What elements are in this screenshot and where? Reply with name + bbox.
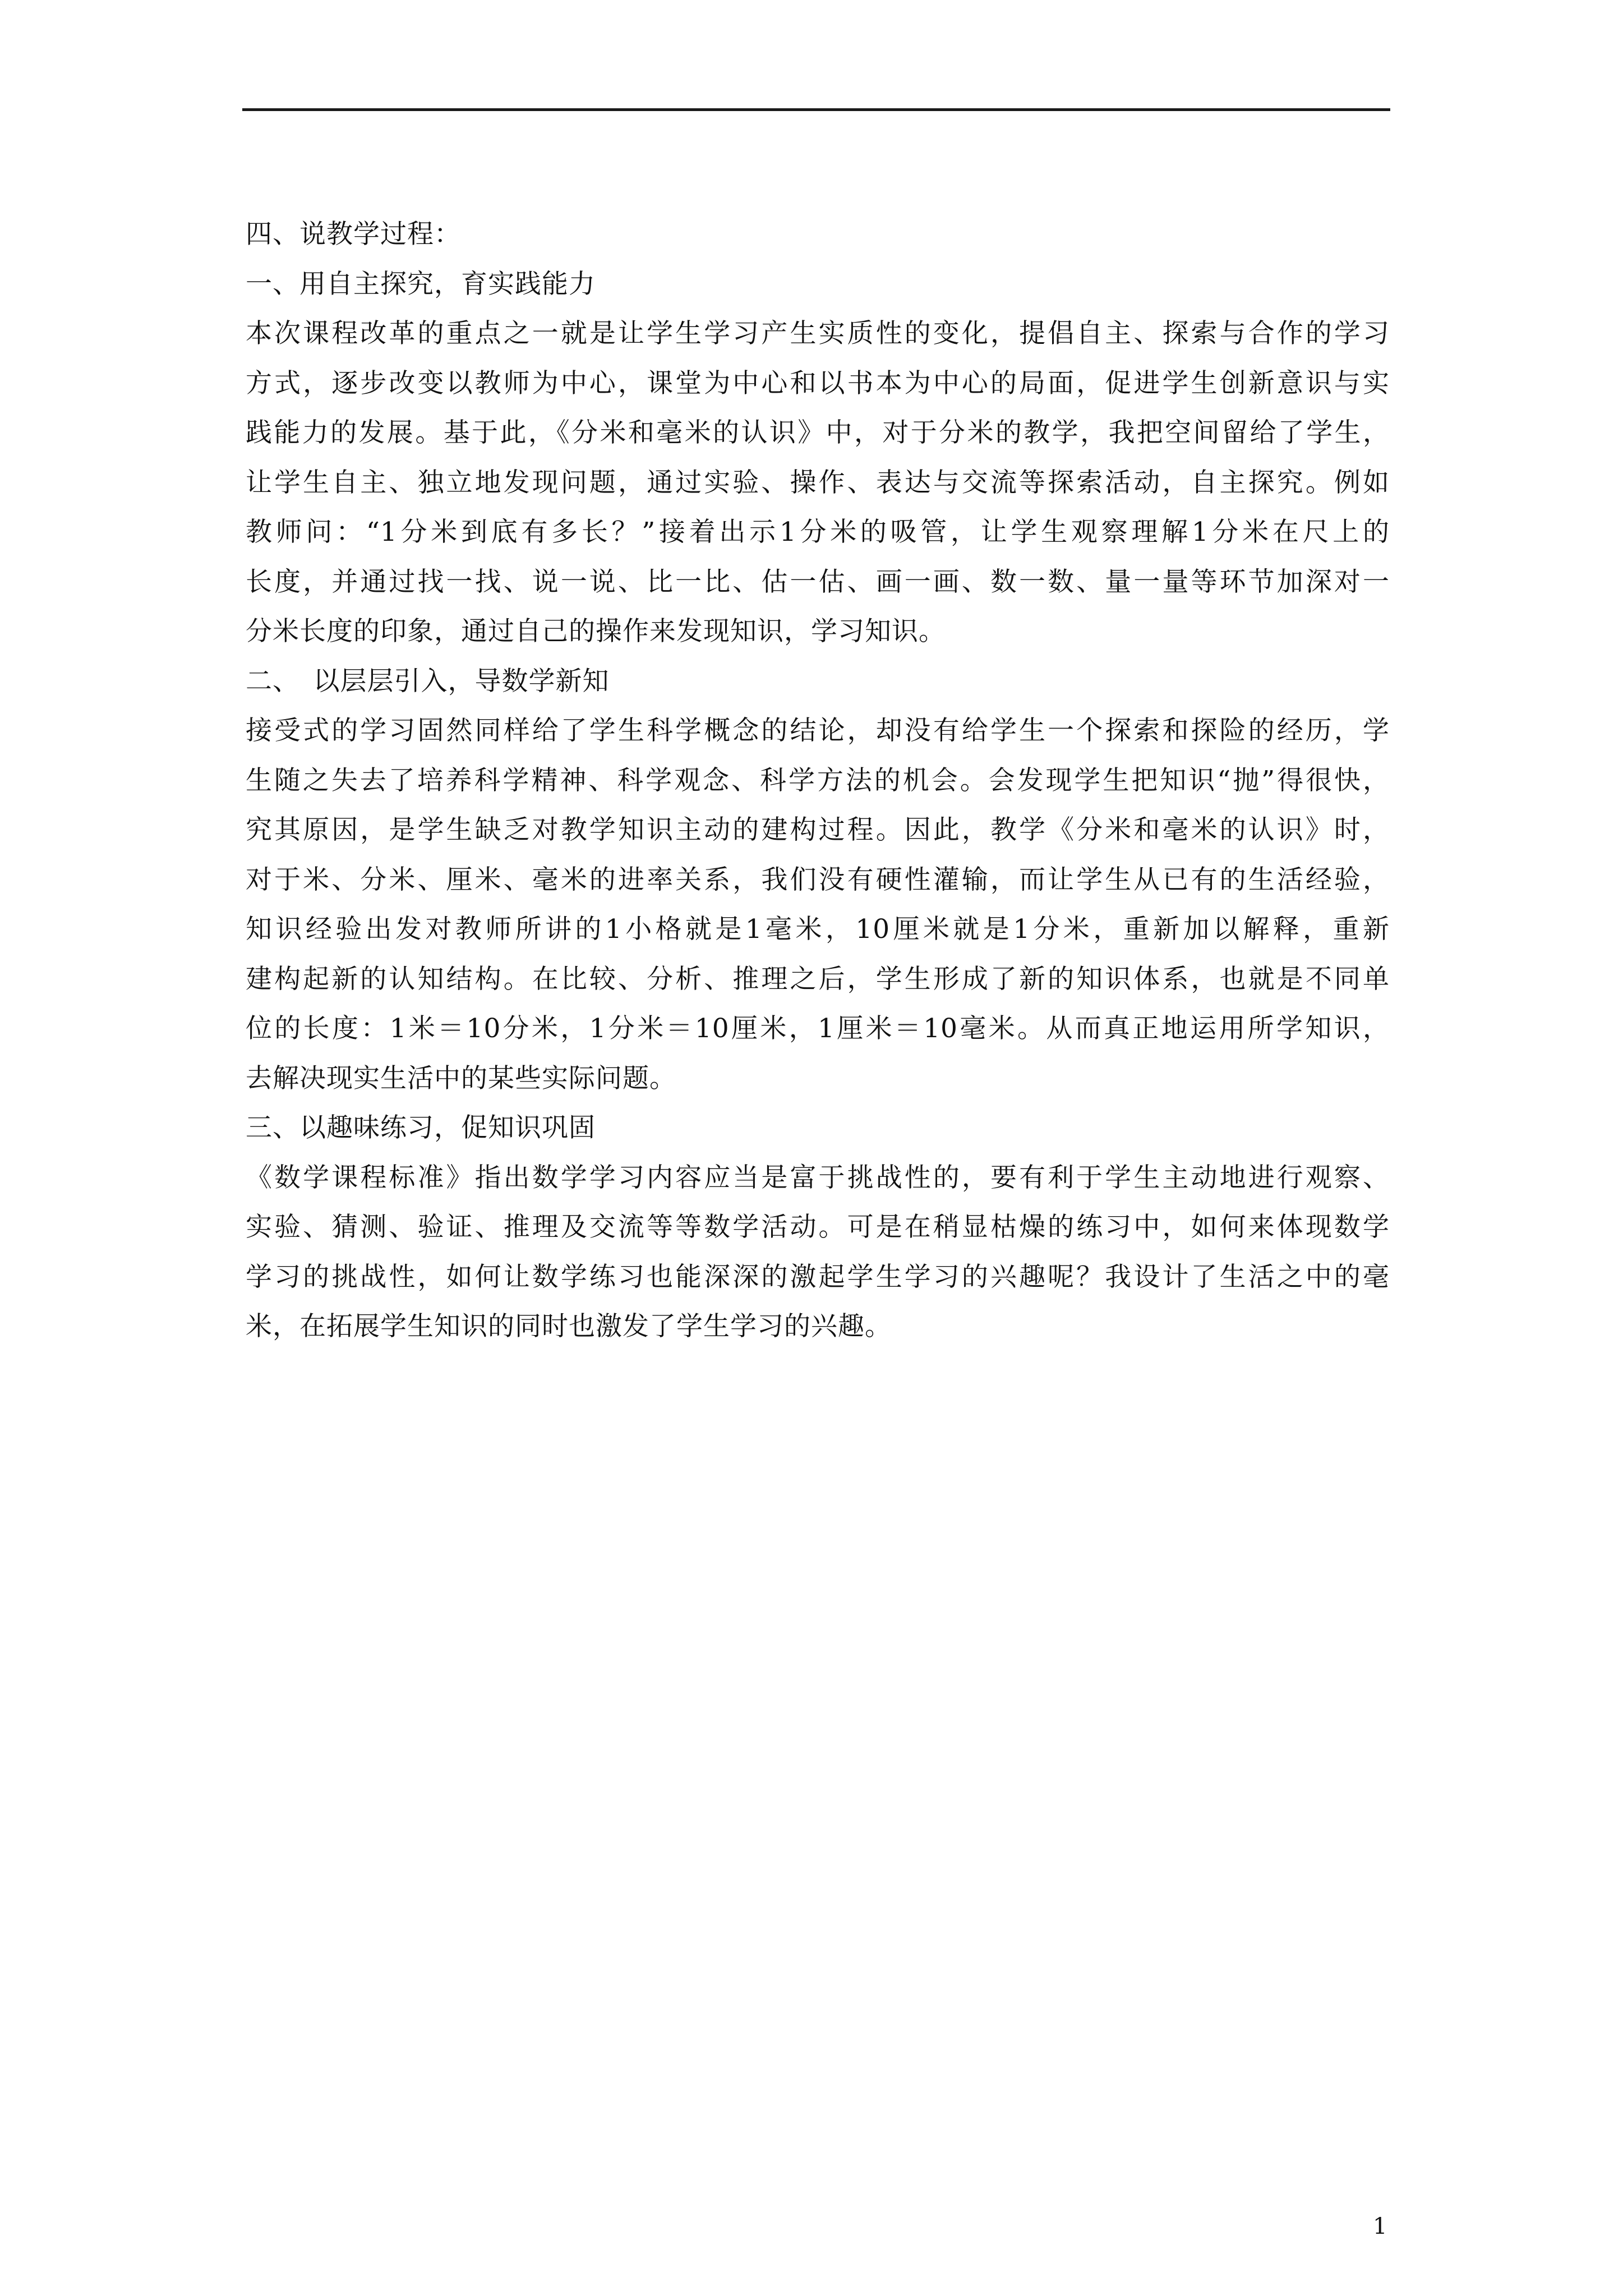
- paragraph-line: 位的长度：1米＝10分米，1分米＝10厘米，1厘米＝10毫米。从而真正地运用所学知识，: [246, 1013, 1390, 1044]
- paragraph-line: 去解决现实生活中的某些实际问题。: [246, 1062, 676, 1094]
- paragraph-line: 《数学课程标准》指出数学学习内容应当是富于挑战性的，要有利于学生主动地进行观察、: [246, 1162, 1390, 1193]
- paragraph-line: 践能力的发展。基于此，《分米和毫米的认识》中，对于分米的教学，我把空间留给了学生，: [246, 417, 1390, 448]
- paragraph-line: 接受式的学习固然同样给了学生科学概念的结论，却没有给学生一个探索和探险的经历，学: [246, 715, 1390, 746]
- section-heading: 四、说教学过程：: [246, 219, 461, 250]
- paragraph-line: 米，在拓展学生知识的同时也激发了学生学习的兴趣。: [246, 1311, 892, 1342]
- paragraph-line: 学习的挑战性，如何让数学练习也能深深的激起学生学习的兴趣呢？我设计了生活之中的毫: [246, 1261, 1390, 1292]
- header-rule: [242, 108, 1390, 111]
- subsection-heading-2: 二、 以层层引入，导数学新知: [246, 665, 610, 697]
- paragraph-line: 实验、猜测、验证、推理及交流等等数学活动。可是在稍显枯燥的练习中，如何来体现数学: [246, 1212, 1390, 1243]
- paragraph-line: 方式，逐步改变以教师为中心，课堂为中心和以书本为中心的局面，促进学生创新意识与实: [246, 367, 1390, 399]
- paragraph-line: 分米长度的印象，通过自己的操作来发现知识，学习知识。: [246, 616, 946, 647]
- paragraph-line: 建构起新的认知结构。在比较、分析、推理之后，学生形成了新的知识体系，也就是不同单: [246, 963, 1390, 995]
- page-number: 1: [1373, 2214, 1387, 2239]
- paragraph-line: 长度，并通过找一找、说一说、比一比、估一估、画一画、数一数、量一量等环节加深对一: [246, 566, 1390, 597]
- subsection-heading-3: 三、以趣味练习，促知识巩固: [246, 1112, 596, 1143]
- paragraph-line: 生随之失去了培养科学精神、科学观念、科学方法的机会。会发现学生把知识“抛”得很快，: [246, 765, 1390, 796]
- document-body: [246, 210, 1390, 1352]
- paragraph-line: 知识经验出发对教师所讲的1小格就是1毫米，10厘米就是1分米，重新加以解释，重新: [246, 914, 1390, 945]
- subsection-heading-1: 一、用自主探究，育实践能力: [246, 268, 596, 300]
- paragraph-line: 究其原因，是学生缺乏对教学知识主动的建构过程。因此，教学《分米和毫米的认识》时，: [246, 815, 1390, 845]
- paragraph-line: 教师问：“1分米到底有多长？”接着出示1分米的吸管，让学生观察理解1分米在尺上的: [246, 517, 1390, 547]
- paragraph-line: 对于米、分米、厘米、毫米的进率关系，我们没有硬性灌输，而让学生从已有的生活经验，: [246, 864, 1390, 895]
- paragraph-line: 本次课程改革的重点之一就是让学生学习产生实质性的变化，提倡自主、探索与合作的学习: [246, 318, 1390, 349]
- paragraph-line: 让学生自主、独立地发现问题，通过实验、操作、表达与交流等探索活动，自主探究。例如: [246, 467, 1390, 498]
